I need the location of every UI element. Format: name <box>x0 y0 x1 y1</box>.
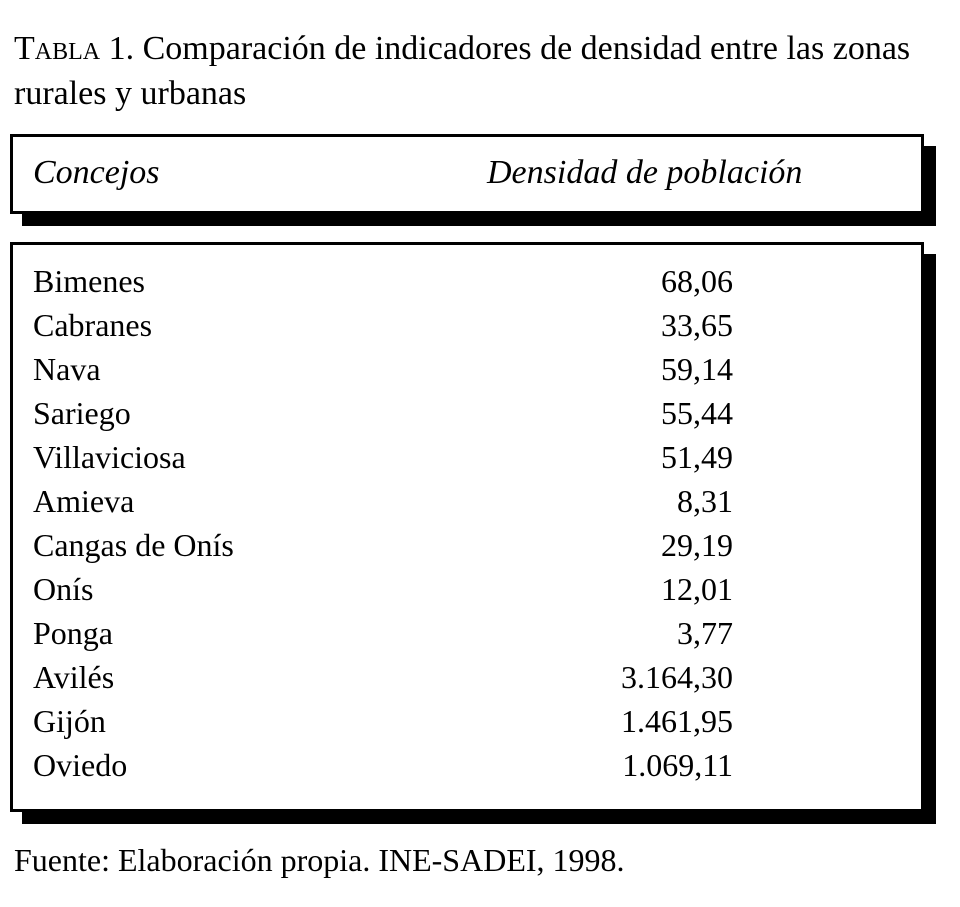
table-caption-text: Comparación de indicadores de densidad entre las zonas rurales y urbanas <box>14 30 911 112</box>
concejo-cell: Cabranes <box>33 307 153 343</box>
column-header-concejos: Concejos <box>33 154 160 191</box>
table-row <box>33 479 733 523</box>
densidad-cell: 29,19 <box>661 527 733 563</box>
table-caption-label: Tabla 1. <box>14 30 135 67</box>
densidad-cell: 12,01 <box>661 571 733 607</box>
densidad-cell: 1.461,95 <box>621 703 733 739</box>
table-row <box>33 743 733 787</box>
concejo-cell: Onís <box>33 571 94 607</box>
table-row <box>33 259 733 303</box>
table-row <box>33 391 733 435</box>
table-row <box>33 435 733 479</box>
concejo-cell: Bimenes <box>33 263 145 299</box>
densidad-cell: 3,77 <box>677 615 733 651</box>
densidad-cell: 59,14 <box>661 351 733 387</box>
concejo-cell: Ponga <box>33 615 113 651</box>
densidad-cell: 55,44 <box>661 395 733 431</box>
table-header-box <box>10 134 924 214</box>
table-rows <box>33 259 733 787</box>
table-caption <box>14 26 934 116</box>
table-row <box>33 611 733 655</box>
table-source-note: Fuente: Elaboración propia. INE-SADEI, 1998. <box>14 842 625 878</box>
concejo-cell: Cangas de Onís <box>33 527 234 563</box>
table-body-box <box>10 242 924 812</box>
table-row <box>33 699 733 743</box>
densidad-cell: 3.164,30 <box>621 659 733 695</box>
densidad-cell: 68,06 <box>661 263 733 299</box>
table-row <box>33 347 733 391</box>
densidad-cell: 33,65 <box>661 307 733 343</box>
concejo-cell: Gijón <box>33 703 106 739</box>
densidad-cell: 51,49 <box>661 439 733 475</box>
table-row <box>33 303 733 347</box>
concejo-cell: Villaviciosa <box>33 439 186 475</box>
concejo-cell: Oviedo <box>33 747 128 783</box>
concejo-cell: Avilés <box>33 659 115 695</box>
concejo-cell: Amieva <box>33 483 135 519</box>
densidad-cell: 1.069,11 <box>622 747 733 783</box>
concejo-cell: Sariego <box>33 395 131 431</box>
densidad-cell: 8,31 <box>677 483 733 519</box>
concejo-cell: Nava <box>33 351 101 387</box>
column-header-densidad: Densidad de población <box>487 154 803 191</box>
table-row <box>33 523 733 567</box>
table-row <box>33 567 733 611</box>
table-row <box>33 655 733 699</box>
